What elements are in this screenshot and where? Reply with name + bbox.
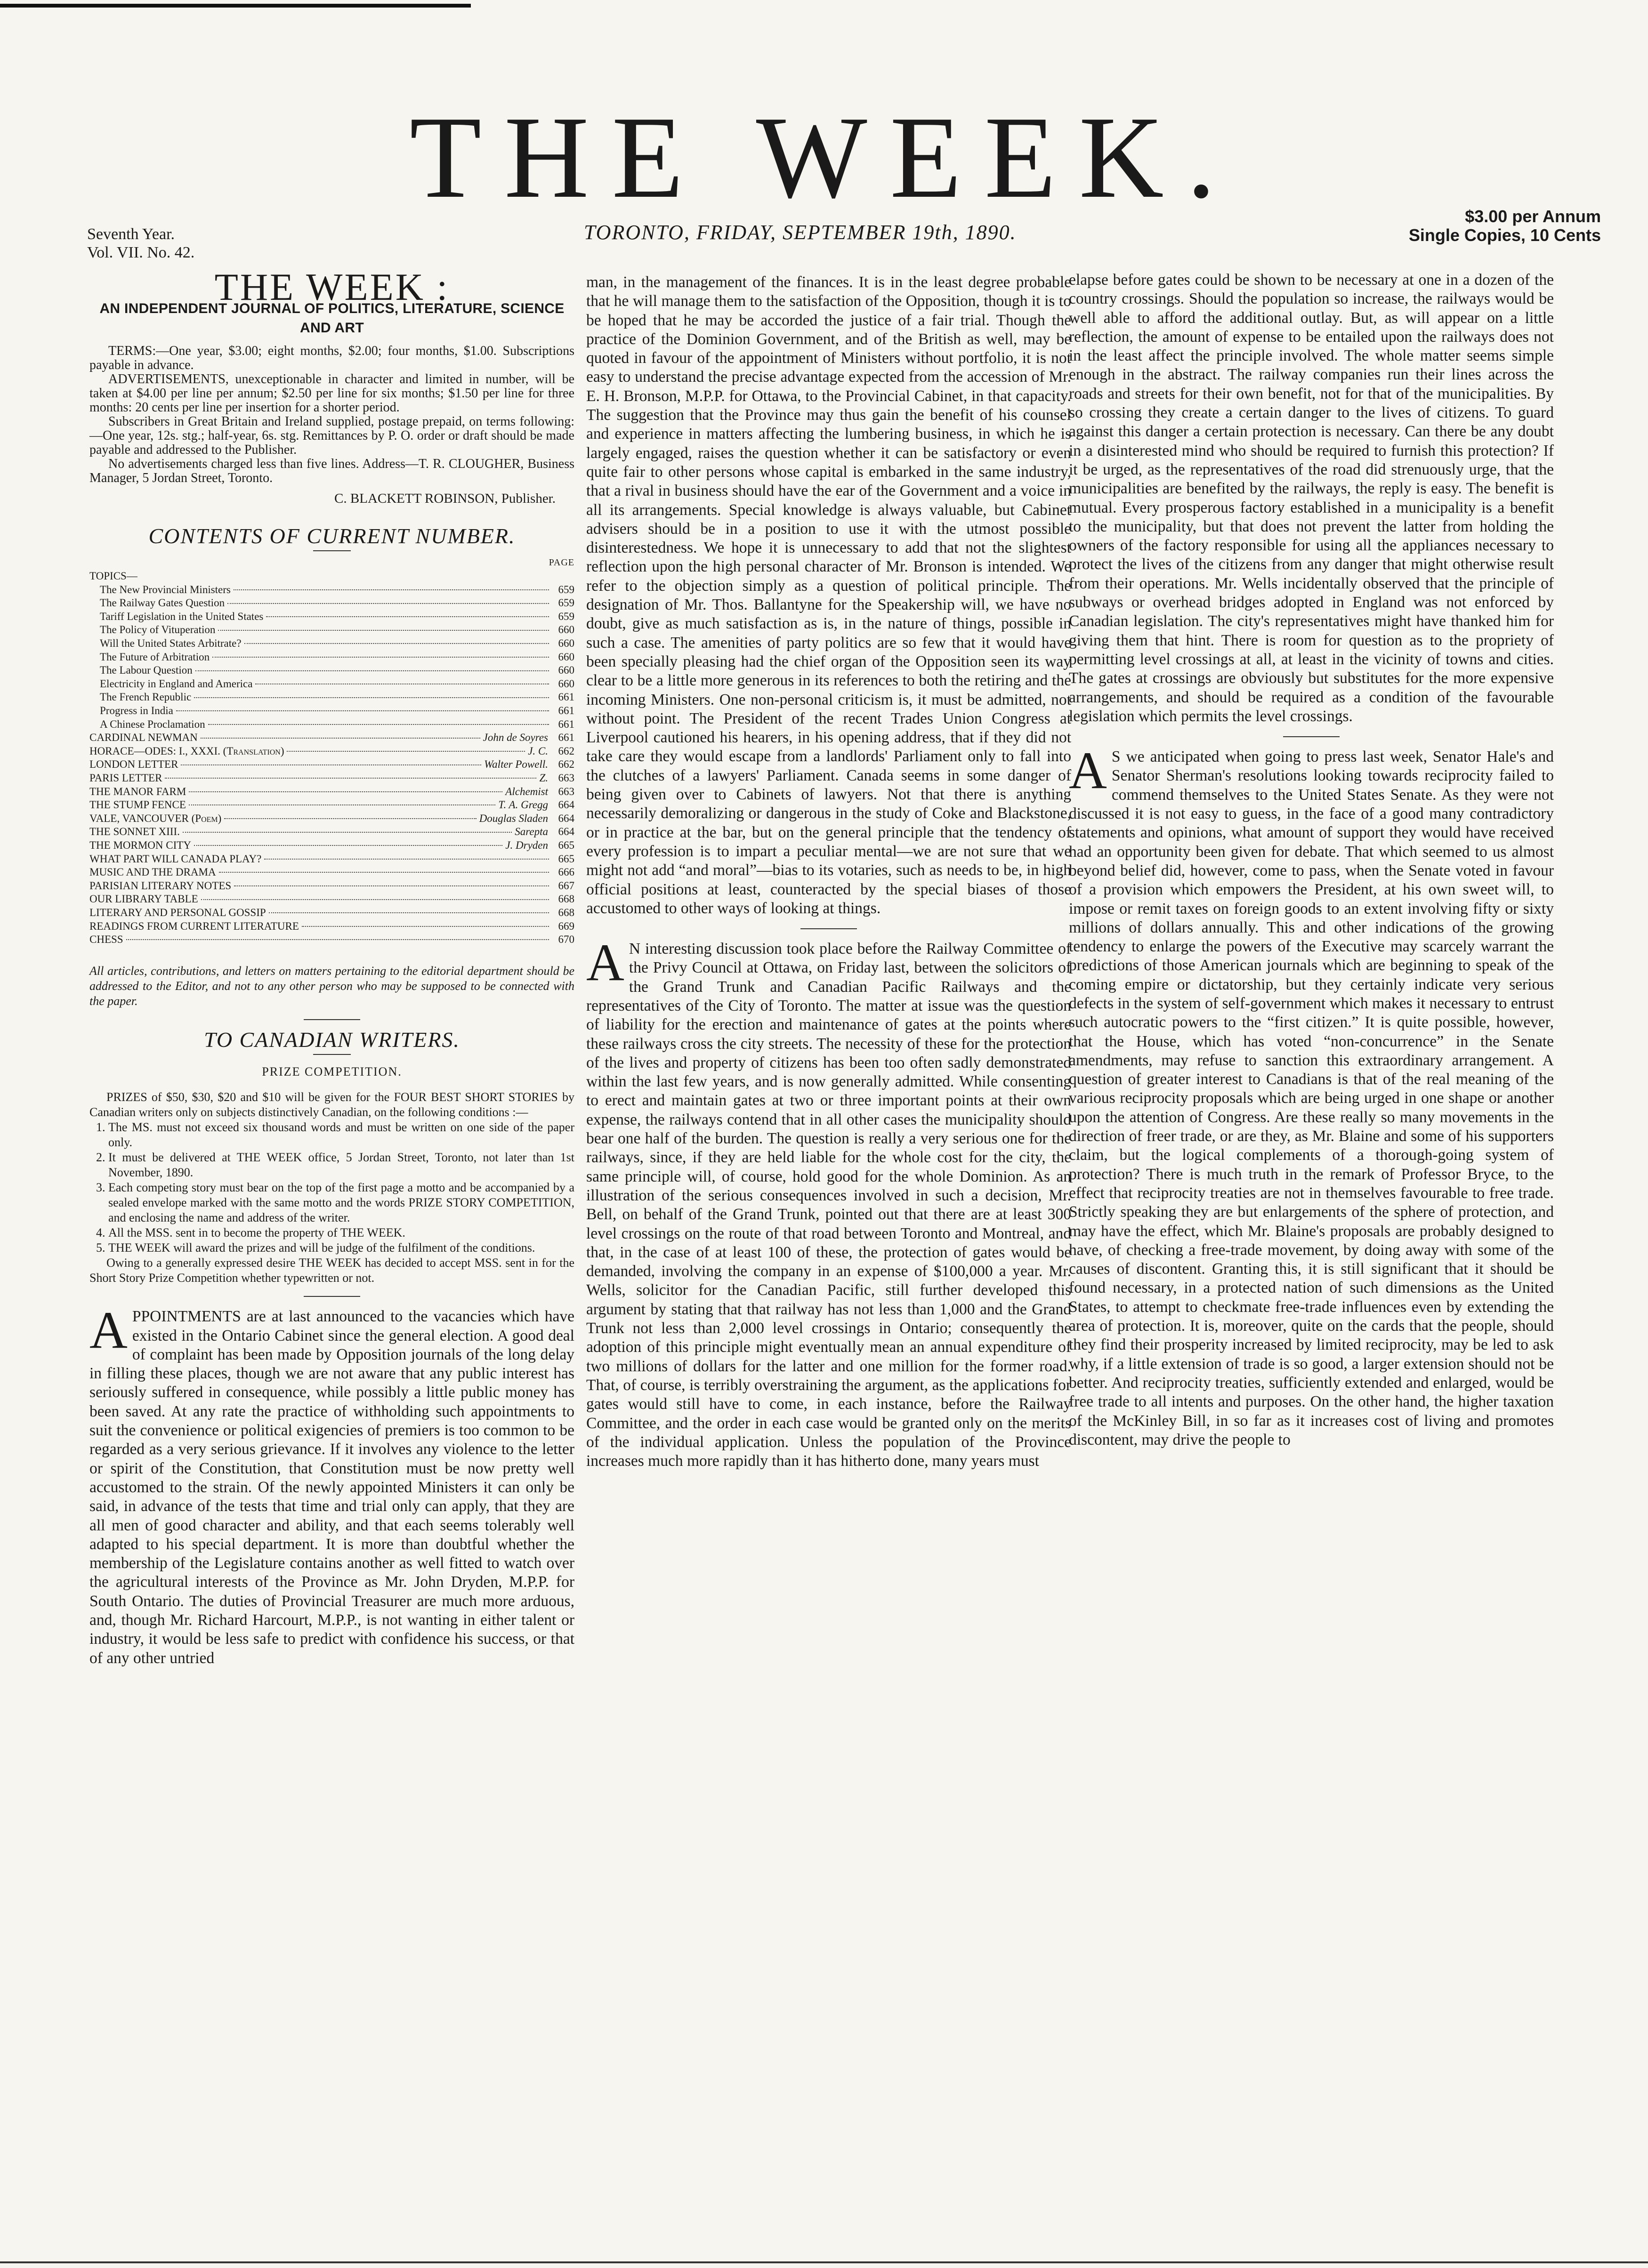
prize-subheading: PRIZE COMPETITION. (262, 1065, 402, 1078)
toc-leader-dots (195, 670, 549, 671)
drop-cap: A (586, 933, 624, 992)
column-2 (586, 273, 1071, 1471)
toc-entry-author: John de Soyres (483, 732, 548, 744)
toc-entry (89, 583, 574, 597)
toc-entry (89, 758, 574, 772)
toc-entry-title: VALE, VANCOUVER (Poem) (89, 812, 222, 824)
toc-leader-dots (201, 899, 549, 900)
toc-entry-page: 661 (558, 705, 574, 717)
prize-condition: 2. It must be delivered at THE WEEK office, 5 Jordan Street, Toronto, not later than 1st November, 1890. (108, 1150, 574, 1180)
prize-closing: Owing to a generally expressed desire THE WEEK has decided to accept MSS. sent in for the Short Story Prize Competition whether typewritten or not. (89, 1256, 574, 1285)
article-appointments-continued: man, in the management of the finances. It is in the least degree probable that he will manage them to the satisfaction of the Opposition, though it is to be hoped that he may be accorded the justice of a fair trial. Though the practice of the Dominion Government, and of the British as well, may be quoted in favour of the appointment of Ministers without portfolio, it is not easy to understand the precise advantage expected from the accession of Mr. E. H. Bronson, M.P.P. for Ottawa, to the Provincial Cabinet, in that capacity. The suggestion that the Province may thus gain the benefit of his counsel and experience in matters affecting the lumbering business, in which he is largely engaged, raises the question whether it can be satisfactory or even quite fair to other persons whose capital is embarked in the same industry, that a rival in business should have the ear of the Government and a voice in all its arrangements. Special knowledge is always valuable, but Cabinet advisers should be in a position to use it with the utmost possible disinterestedness. We hope it is unnecessary to add that not the slightest reflection upon the high personal character of Mr. Bronson is intended. We refer to the objection simply as a question of political principle. The designation of Mr. Thos. Ballantyne for the Speakership will, we have no doubt, give as much satisfaction as is, in the nature of things, possible in such a case. The amenities of party politics are so few that it would have been specially pleasing had the chief organ of the Opposition seen its way clear to be a little more generous in its references to both the retiring and the incoming Ministers. One non-personal criticism is, it must be admitted, not without point. The President of the recent Trades Union Congress at Liverpool cautioned his hearers, in his opening address, that if they did not take care they would escape from a landlords' Parliament only to fall into the clutches of a lawyers' Parliament. Canada seems in some danger of being given over to Cabinets of lawyers. Not that there is anything necessarily demoralizing or dangerous in the study of Coke and Blackstone, or in practice at the bar, but on the general principle that the tendency of every profession is to impart a peculiar mental—we are not sure that we might not add “and moral”—bias to its votaries, such as needs to be, in high official positions at least, counteracted by the special biases of those accustomed to other ways of looking at things. (586, 273, 1071, 917)
terms-block (89, 344, 574, 485)
drop-cap: A (1069, 741, 1107, 800)
toc-entry-title: MUSIC AND THE DRAMA (89, 866, 216, 878)
toc-entry-title: HORACE—ODES: I., XXXI. (Translation) (89, 745, 284, 757)
toc-entry-title: CARDINAL NEWMAN (89, 732, 198, 744)
prize-condition: 5. THE WEEK will award the prizes and will be judge of the fulfilment of the conditions. (108, 1240, 574, 1255)
toc-entry (89, 637, 574, 651)
toc-entry (89, 623, 574, 637)
issue-year: Seventh Year. (87, 225, 175, 243)
toc-entry-page: 667 (558, 879, 574, 892)
journal-subtitle: AN INDEPENDENT JOURNAL OF POLITICS, LITERATURE, SCIENCE AND ART (99, 301, 565, 336)
toc-entry-page: 659 (558, 610, 574, 622)
toc-leader-dots (212, 657, 549, 658)
toc-entry (89, 785, 574, 799)
toc-entry-page: 662 (558, 745, 574, 757)
toc-leader-dots (126, 939, 549, 940)
toc-entry-page: 660 (558, 624, 574, 636)
toc-entry (89, 812, 574, 826)
toc-entry (89, 677, 574, 691)
toc-entry (89, 691, 574, 704)
toc-entry-author: Sarepta (515, 826, 548, 838)
toc-entry (89, 906, 574, 920)
toc-entry-author: Walter Powell. (484, 758, 548, 771)
toc-entry-page: 661 (558, 691, 574, 703)
toc-entry-title: Tariff Legislation in the United States (100, 610, 264, 622)
terms-paragraph: ADVERTISEMENTS, unexceptionable in character and limited in number, will be taken at $4.00 per line per annum; $2.50 per line for six months; $1.50 per line for three months: 20 cents per line per insertion for a shorter period. (89, 371, 574, 415)
toc-entry-page: 669 (558, 920, 574, 932)
toc-topics-label: TOPICS— (89, 570, 137, 582)
toc-leader-dots (189, 804, 495, 805)
toc-entry (89, 610, 574, 624)
column-1 (89, 265, 574, 1668)
toc-entry-author: Douglas Sladen (479, 812, 548, 824)
toc-entry-page: 659 (558, 583, 574, 595)
toc-entry-page: 665 (558, 839, 574, 851)
toc-entry-title: Will the United States Arbitrate? (100, 637, 242, 650)
toc-topics-list (89, 583, 574, 732)
contents-heading: CONTENTS OF CURRENT NUMBER. (148, 524, 516, 548)
price-single: Single Copies, 10 Cents (1408, 225, 1601, 245)
section-separator (1283, 736, 1340, 737)
article-reciprocity-text: S we anticipated when going to press last week, Senator Hale's and Senator Sherman's resolutions looking towards reciprocity failed to commend themselves to the United States Senate. As they were not discussed it is not easy to guess, in the face of a good many contradictory statements and opinions, what amount of support they would have received had an opportunity been given for debate. That which seemed to us almost beyond belief did, however, come to pass, when the Senate voted in favour of a provision which empowers the President, at his own sweet will, to impose or remit taxes on foreign goods to an extent involving fifty or sixty millions of dollars annually. This and other indications of the growing tendency to enlarge the powers of the Executive may scarcely warrant the predictions of those American journals which are beginning to speak of the coming empire or dictatorship, but they certainly indicate very serious defects in the system of self-government which makes it necessary to entrust such autocratic powers to the “first citizen.” It is quite possible, however, that the House, which has voted “non-concurrence” in the Senate amendments, may refuse to sanction this extraordinary arrangement. A question of greater interest to Canadians is that of the real meaning of the various reciprocity proposals which are being urged in one shape or another upon the attention of Congress. Are these really so many movements in the direction of freer trade, or are they, as Mr. Blaine and some of his supporters claim, but the logical complements of a thorough-going system of protection? There is much truth in the remark of Professor Bryce, to the effect that reciprocity treaties are not in themselves favourable to free trade. Strictly speaking they are but enlargements of the sphere of protection, and may have the effect, which Mr. Blaine's proposals are probably designed to have, of checking a free-trade movement, by doing away with some of the causes of discontent. Granting this, it is still significant that it should be found necessary, in a protected nation of such dimensions as the United States, to attempt to checkmate free-trade influences even by extending the area of protection. It is, moreover, quite on the cards that the people, should they find their prosperity increased by limited reciprocity, may be led to ask why, if a little extension of trade is so good, a larger extension should not be better. And reciprocity treaties, sufficiently extended and enlarged, would be free trade to all intents and purposes. On the other hand, the higher taxation of the McKinley Bill, in so far as it increases cost of living and promotes discontent, may drive the people to (1069, 748, 1554, 1448)
toc-leader-dots (165, 778, 536, 779)
toc-leader-dots (244, 643, 549, 644)
toc-entry-title: LONDON LETTER (89, 758, 178, 771)
toc-entry-page: 666 (558, 866, 574, 878)
terms-paragraph: TERMS:—One year, $3.00; eight months, $2.00; four months, $1.00. Subscriptions payable in advance. (89, 343, 574, 372)
column-3 (1069, 271, 1554, 1449)
article-railway-gates-continued: elapse before gates could be shown to be necessary at one in a dozen of the country crossings. Should the population so increase, the railways would be well able to afford the additional outlay. But, as will appear on a little reflection, the amount of expense to be entailed upon the railways does not in the least affect the principle involved. The whole matter seems simple enough in the abstract. The railway companies run their lines across the roads and streets for their own benefit, not for that of the municipalities. By so crossing they create a certain danger to the lives of citizens. To guard against this danger a certain protection is necessary. Can there be any doubt in a disinterested mind who should be required to furnish this protection? If it be urged, as the representatives of the road did strenuously urge, that the municipalities are benefited by the railways, the reply is easy. The benefit is mutual. Every prosperous factory established in a municipality is a benefit to the municipality, but that does not prevent the latter from holding the owners of the factory responsible for using all the appliances necessary to protect the lives of the citizens from any danger that might otherwise result from their operations. Mr. Wells incidentally observed that the principle of subways or overhead bridges adopted in England was not enforced by Canadian legislation. The city's representatives might have thanked him for giving them that hint. There is room for question as to the propriety of permitting level crossings at all, at least in the vicinity of towns and cities. The gates at crossings are obviously but substitutes for the more expensive arrangements, and should be required as a condition of the favourable legislation which permits the level crossings. (1069, 271, 1554, 725)
toc-leader-dots (194, 697, 549, 698)
drop-cap: A (89, 1301, 128, 1360)
toc-entry-title: The Policy of Vituperation (100, 624, 216, 636)
prize-competition-text (89, 1090, 574, 1286)
issue-price (1409, 207, 1601, 244)
toc-entry-title: THE MANOR FARM (89, 785, 186, 797)
prize-conditions-list (89, 1120, 574, 1255)
publisher-line: C. BLACKETT ROBINSON, Publisher. (334, 491, 556, 506)
toc-entry-author: T. A. Gregg (498, 799, 548, 811)
toc-entry-page: 660 (558, 677, 574, 690)
toc-leader-dots (269, 912, 549, 913)
toc-leader-dots (266, 616, 549, 617)
toc-entry-page: 660 (558, 637, 574, 650)
toc-entry-title: The French Republic (100, 691, 192, 703)
article-reciprocity (1069, 741, 1554, 1449)
issue-volume-info (87, 225, 194, 262)
article-appointments (89, 1301, 574, 1668)
toc-entry-title: THE SONNET XIII. (89, 826, 180, 838)
toc-leader-dots (224, 818, 476, 819)
toc-entry-author: Z. (539, 772, 548, 784)
toc-leader-dots (218, 630, 549, 631)
toc-leader-dots (181, 764, 481, 765)
prize-condition: 3. Each competing story must bear on the top of the first page a motto and be accompanied by a sealed envelope marked with the same motto and the words PRIZE STORY COMPETITION, and enclosing the name and address of the writer. (108, 1180, 574, 1225)
contents-rule (313, 550, 351, 551)
toc-entry-page: 664 (558, 812, 574, 824)
toc-entry-page: 663 (558, 785, 574, 797)
masthead-title: THE WEEK. (409, 92, 1239, 223)
toc-entry (89, 853, 574, 866)
toc-entry-title: READINGS FROM CURRENT LITERATURE (89, 920, 299, 932)
toc-entry-title: The Labour Question (100, 664, 193, 676)
toc-leader-dots (208, 724, 549, 725)
prize-rule (313, 1054, 351, 1055)
prize-condition: 4. All the MSS. sent in to become the property of THE WEEK. (108, 1225, 574, 1240)
toc-leader-dots (189, 791, 502, 792)
toc-leader-dots (201, 738, 480, 739)
toc-entry (89, 745, 574, 758)
toc-leader-dots (302, 926, 549, 927)
toc-entry-author: J. C. (528, 745, 548, 757)
journal-title: THE WEEK : (214, 265, 450, 308)
section-separator (304, 1019, 360, 1020)
toc-entry-title: Progress in India (100, 705, 173, 717)
toc-entry-title: The New Provincial Ministers (100, 583, 231, 595)
toc-leader-dots (183, 832, 512, 833)
toc-entry-page: 660 (558, 651, 574, 663)
top-rule (0, 4, 471, 8)
toc-leader-dots (234, 589, 549, 590)
bottom-rule (0, 2261, 1648, 2263)
toc-entry-title: The Future of Arbitration (100, 651, 210, 663)
toc-leader-dots (176, 710, 549, 711)
toc-leader-dots (219, 872, 549, 873)
toc-entry-title: PARISIAN LITERARY NOTES (89, 879, 232, 892)
toc-entry (89, 704, 574, 718)
toc-entry (89, 893, 574, 906)
toc-entry-title: CHESS (89, 933, 123, 946)
toc-entry-page: 660 (558, 664, 574, 676)
toc-entry (89, 879, 574, 893)
toc-entry-title: WHAT PART WILL CANADA PLAY? (89, 853, 262, 865)
prize-intro: PRIZES of $50, $30, $20 and $10 will be given for the FOUR BEST SHORT STORIES by Canadian writers only on subjects distinctively Canadian, on the following conditions :— (89, 1090, 574, 1119)
toc-entry-page: 661 (558, 718, 574, 730)
issue-volume: Vol. VII. No. 42. (87, 244, 195, 262)
toc-entry-page: 659 (558, 597, 574, 609)
toc-entry-title: A Chinese Proclamation (100, 718, 205, 730)
toc-entry (89, 839, 574, 853)
toc-leader-dots (194, 845, 502, 846)
section-separator (304, 1296, 360, 1297)
toc-entry-page: 668 (558, 893, 574, 905)
toc-entry-page: 664 (558, 799, 574, 811)
article-appointments-text: PPOINTMENTS are at last announced to the vacancies which have existed in the Ontario Cabinet since the general election. A good deal of complaint has been made by Opposition journals of the long delay in filling these places, though we are not aware that any public interest has seriously suffered in consequence, while possibly a little public money has been saved. At any rate the practice of withholding such appointments to suit the convenience or political exigencies of premiers is too common to be regarded as a very serious grievance. If it involves any violence to the letter or spirit of the Constitution, that Constitution must be now pretty well accustomed to the strain. Of the newly appointed Ministers it can only be said, in advance of the tests that time and trial only can apply, that they are all men of good character and ability, and that each seems tolerably well adapted to his special department. It is more than doubtful whether the membership of the Legislature contains another as well fitted to watch over the agricultural interests of the Province as Mr. John Dryden, M.P.P. for South Ontario. The duties of Provincial Treasurer are much more arduous, and, though Mr. Richard Harcourt, M.P.P., is not wanting in either talent or industry, it would be less safe to predict with confidence his success, or that of any other untried (89, 1308, 574, 1667)
toc-entry (89, 718, 574, 732)
terms-paragraph: Subscribers in Great Britain and Ireland supplied, postage prepaid, on terms following:—One year, 12s. stg.; half-year, 6s. stg. Remittances by P. O. order or draft should be made payable and addressed to the Publisher. (89, 414, 574, 457)
toc-entry-title: PARIS LETTER (89, 772, 162, 784)
toc-articles-list (89, 731, 574, 947)
toc-entry-title: OUR LIBRARY TABLE (89, 893, 198, 905)
toc-entry (89, 596, 574, 610)
issue-dateline: TORONTO, FRIDAY, SEPTEMBER 19th, 1890. (584, 221, 1017, 244)
price-annum: $3.00 per Annum (1465, 207, 1601, 226)
toc-entry-title: THE STUMP FENCE (89, 799, 186, 811)
table-of-contents (89, 556, 574, 946)
toc-entry-page: 664 (558, 826, 574, 838)
toc-entry (89, 772, 574, 785)
toc-entry (89, 731, 574, 745)
article-railway-gates-text: N interesting discussion took place before the Railway Committee of the Privy Council at Ottawa, on Friday last, between the solicitors of the Grand Trunk and Canadian Pacific Railways and the representatives of the City of Toronto. The matter at issue was the question of liability for the erection and maintenance of gates at the points where these railways cross the city streets. The necessity of these for the protection of the lives and property of citizens has been too often sadly demonstrated within the last few years, and is now generally admitted. While consenting to erect and maintain gates at two or three important points at their own expense, the railways contend that in all other cases the municipality should bear one half of the burden. The question is really a very serious one for the railways, since, if they are held liable for the whole cost for the city, the same principle will, of course, hold good for the whole Dominion. As an illustration of the serious consequences involved in such a decision, Mr. Bell, on behalf of the Grand Trunk, pointed out that there are at least 300 level crossings on the route of that road between Toronto and Montreal, and that, in the case of at least 100 of these, the protection of gates would be demanded, involving the company in an expense of $100,000 a year. Mr. Wells, solicitor for the Canadian Pacific, still further developed this argument by stating that that railway has not less than 1,000 and the Grand Trunk not less than 2,000 level crossings in Ontario; consequently the adoption of this principle might eventually mean an annual expenditure of two millions of dollars for the latter and one million for the former road. That, of course, is terribly overstraining the argument, as the applications for gates would still have to come, in each instance, before the Railway Committee, and the order in each case would be granted only on the merits of the individual application. Unless the population of the Province increases much more rapidly than it has hitherto done, many years must (586, 940, 1071, 1470)
toc-entry-page: 662 (558, 758, 574, 771)
toc-entry-page: 668 (558, 906, 574, 918)
toc-entry (89, 664, 574, 677)
prize-heading: TO CANADIAN WRITERS. (204, 1027, 460, 1052)
toc-entry (89, 866, 574, 879)
toc-entry-title: The Railway Gates Question (100, 597, 225, 609)
toc-entry (89, 798, 574, 812)
toc-entry (89, 933, 574, 947)
toc-leader-dots (287, 751, 525, 752)
toc-entry-page: 661 (558, 732, 574, 744)
toc-entry-author: J. Dryden (505, 839, 548, 851)
toc-entry (89, 825, 574, 839)
toc-leader-dots (264, 859, 549, 860)
toc-entry (89, 651, 574, 664)
terms-paragraph: No advertisements charged less than five lines. Address—T. R. CLOUGHER, Business Manager, 5 Jordan Street, Toronto. (89, 456, 574, 485)
toc-entry-title: Electricity in England and America (100, 677, 253, 690)
toc-entry (89, 920, 574, 933)
toc-entry-title: LITERARY AND PERSONAL GOSSIP (89, 906, 266, 918)
toc-entry-title: THE MORMON CITY (89, 839, 191, 851)
editorial-note: All articles, contributions, and letters on matters pertaining to the editorial department should be addressed to the Editor, and not to any other person who may be supposed to be connected with the paper. (89, 964, 574, 1008)
toc-leader-dots (227, 603, 549, 604)
toc-page-header: PAGE (549, 557, 574, 568)
toc-entry-page: 665 (558, 853, 574, 865)
toc-entry-page: 663 (558, 772, 574, 784)
toc-entry-author: Alchemist (505, 785, 548, 797)
toc-leader-dots (234, 885, 549, 886)
prize-condition: 1. The MS. must not exceed six thousand words and must be written on one side of the paper only. (108, 1120, 574, 1150)
toc-entry-page: 670 (558, 933, 574, 946)
article-railway-gates (586, 933, 1071, 1471)
section-separator (800, 928, 857, 929)
